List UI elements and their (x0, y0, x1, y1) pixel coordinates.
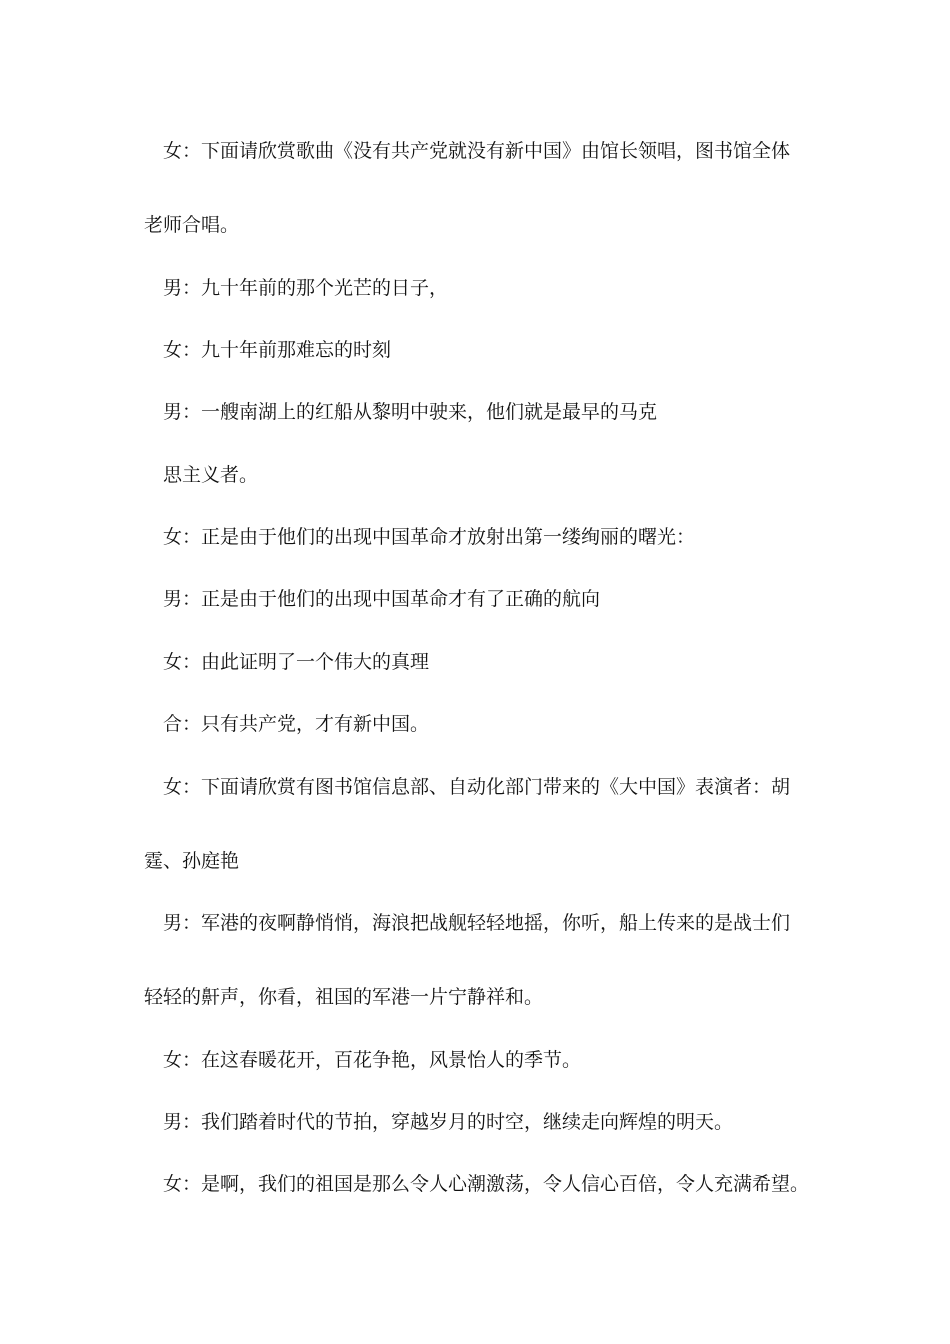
paragraph-line: 女：是啊，我们的祖国是那么令人心潮激荡，令人信心百倍，令人充满希望。 (163, 1173, 810, 1195)
paragraph-line: 思主义者。 (163, 464, 259, 486)
paragraph-line: 女：下面请欣赏歌曲《没有共产党就没有新中国》由馆长领唱，图书馆全体 (163, 140, 791, 162)
paragraph-line: 合：只有共产党，才有新中国。 (163, 713, 430, 735)
paragraph-line: 男：我们踏着时代的节拍，穿越岁月的时空，继续走向辉煌的明天。 (163, 1111, 734, 1133)
paragraph-line: 女：正是由于他们的出现中国革命才放射出第一缕绚丽的曙光： (163, 526, 696, 548)
paragraph-line: 轻轻的鼾声，你看，祖国的军港一片宁静祥和。 (144, 986, 544, 1008)
paragraph-line: 男：军港的夜啊静悄悄，海浪把战舰轻轻地摇，你听，船上传来的是战士们 (163, 912, 791, 934)
paragraph-line: 女：在这春暖花开，百花争艳，风景怡人的季节。 (163, 1049, 582, 1071)
paragraph-line: 男：九十年前的那个光芒的日子， (163, 277, 449, 299)
paragraph-line: 男：一艘南湖上的红船从黎明中驶来，他们就是最早的马克 (163, 401, 658, 423)
paragraph-line: 女：下面请欣赏有图书馆信息部、自动化部门带来的《大中国》表演者：胡 (163, 776, 791, 798)
paragraph-line: 女：由此证明了一个伟大的真理 (163, 651, 430, 673)
paragraph-line: 男：正是由于他们的出现中国革命才有了正确的航向 (163, 588, 601, 610)
paragraph-line: 老师合唱。 (144, 214, 240, 236)
paragraph-line: 霆、孙庭艳 (144, 850, 240, 872)
paragraph-line: 女：九十年前那难忘的时刻 (163, 339, 392, 361)
